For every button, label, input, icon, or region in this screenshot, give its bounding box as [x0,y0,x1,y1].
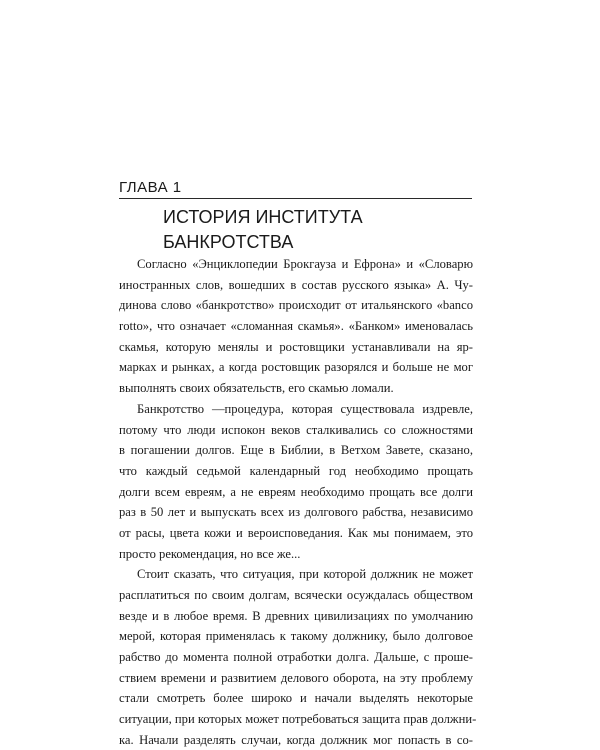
text-line: просто рекомендация, но все же... [119,546,301,561]
chapter-title-line: ИСТОРИЯ ИНСТИТУТА [163,207,363,227]
text-line: выполнять своих обязательств, его скамью ломали. [119,381,394,396]
text-line: везде и в любое время. В древних цивилизациях по умолчанию [119,608,473,623]
text-line: стали смотреть более широко и начали выделять некоторые [119,691,473,706]
chapter-title-line: БАНКРОТСТВА [163,232,294,252]
text-line: иностранных слов, вошедших в состав русского языка» А. Чу- [119,277,473,292]
text-line: ствием времени и развитием делового оборота, на эту проблему [119,670,473,685]
text-line: раз в 50 лет и выпускать всех из долгового рабства, независимо [119,505,473,520]
text-line: Банкротство —процедура, которая существовала издревле, [137,401,473,416]
text-line: динова слово «банкротство» происходит от итальянского «banco [119,298,473,313]
text-line: долги всем евреям, а не евреям необходимо прощать все долги [119,484,473,499]
text-line: расплатиться по своим долгам, всячески осуждалась обществом [119,588,473,602]
text-line: rotto», что означает «сломанная скамья». «Банком» именовалась [119,319,473,334]
chapter-title [163,205,463,255]
text-line: от расы, цвета кожи и вероисповедания. Как мы понимаем, это [119,525,473,540]
text-line: потому что люди испокон веков сталкивались со сложностями [119,422,473,437]
text-line: Стоит сказать, что ситуация, при которой должник не может [137,567,473,582]
text-line: ка. Начали разделять случаи, когда должник мог попасть в со- [119,732,473,747]
body-text [119,254,477,750]
text-line: мерой, которая применялась к такому должнику, было долговое [119,629,473,644]
paragraph [119,399,473,565]
paragraph [119,254,473,399]
text-line: Согласно «Энциклопедии Брокгауза и Ефрона» и «Словарю [137,257,473,271]
text-line: в погашении долгов. Еще в Библии, в Ветхом Завете, сказано, [119,443,473,458]
text-line: ситуации, при которых может потребоваться защита прав должни- [119,712,477,727]
text-line: рабство до момента полной отработки долга. Дальше, с проше- [119,650,473,665]
chapter-label: ГЛАВА 1 [119,179,182,196]
paragraph [119,564,477,750]
chapter-divider [119,198,472,199]
text-line: скамья, которую менялы и ростовщики устанавливали на яр- [119,339,473,354]
text-line: что каждый седьмой календарный год необходимо прощать [119,463,473,478]
text-line: марках и рынках, а когда ростовщик разорялся и больше не мог [119,360,473,375]
